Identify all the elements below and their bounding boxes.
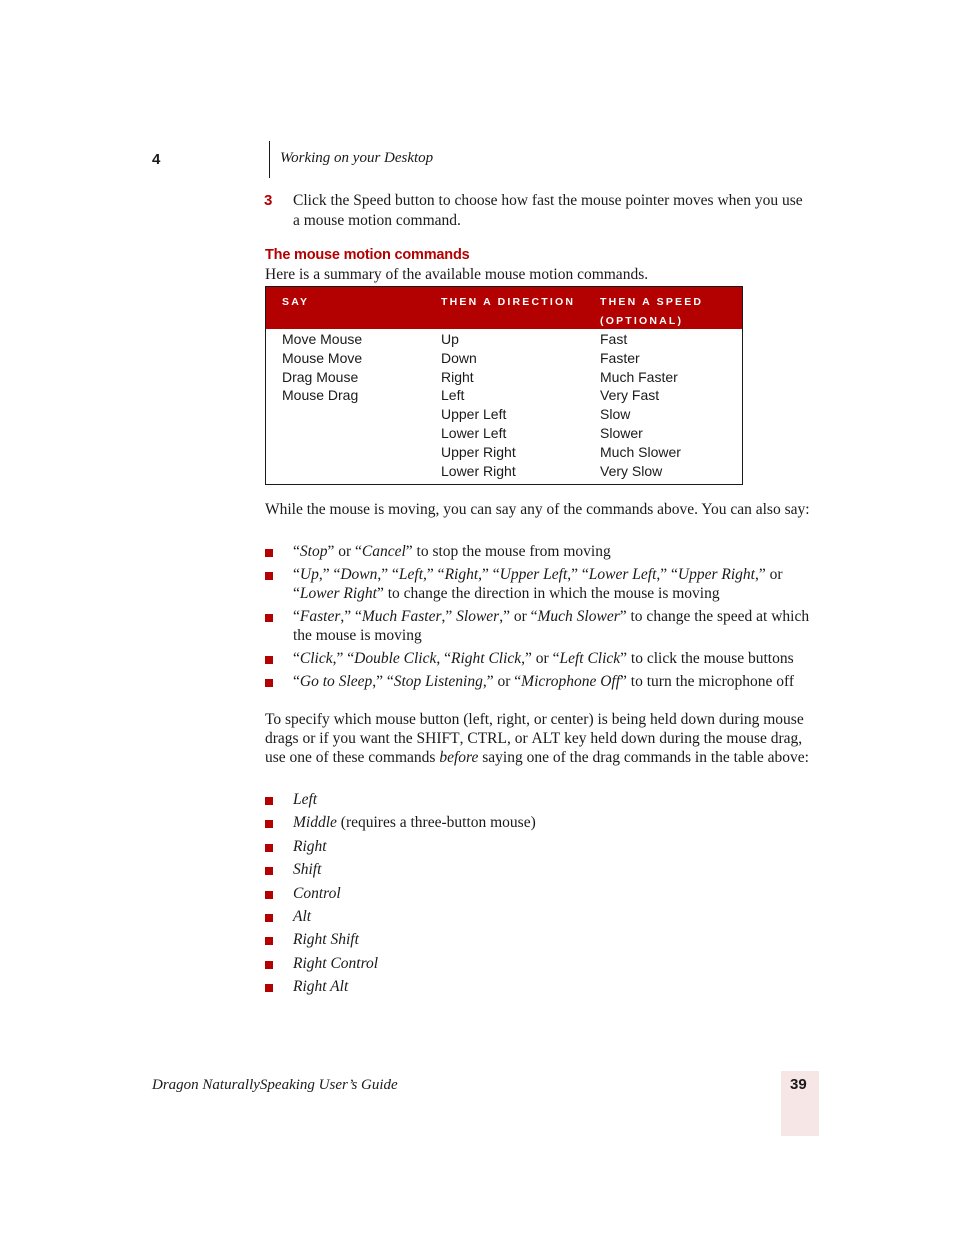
text-run: key held down during the mouse drag, use one of these commands	[265, 730, 803, 766]
list-item	[265, 930, 813, 949]
table-cell: Up	[441, 331, 459, 347]
bullet-square-icon	[265, 961, 273, 969]
command-term: Middle	[293, 814, 337, 832]
table-cell: Down	[441, 349, 477, 366]
list-item	[265, 860, 813, 879]
header-direction: THEN A DIRECTION	[441, 296, 576, 308]
footer-book-title: Dragon NaturallySpeaking User’s Guide	[152, 1077, 398, 1093]
table-cell: Much Faster	[600, 368, 678, 385]
table-header	[266, 287, 742, 329]
key-ctrl: CTRL	[467, 730, 507, 747]
list-item	[265, 837, 813, 856]
bullet-square-icon	[265, 820, 273, 828]
modifier-commands-list	[265, 790, 813, 1001]
step-text: Click the Speed button to choose how fast the mouse pointer moves when you use a mouse motion command.	[293, 192, 803, 229]
list-item-text: “Go to Sleep,” “Stop Listening,” or “Microphone Off” to turn the microphone off	[293, 673, 795, 690]
bullet-square-icon	[265, 656, 273, 664]
chapter-title: Working on your Desktop	[280, 150, 434, 166]
list-item-text: “Up,” “Down,” “Left,” “Right,” “Upper Left,” “Lower Left,” “Upper Right,” or “Lower Right” to change the direction in which the mouse is moving	[293, 566, 783, 602]
header-speed: THEN A SPEED (OPTIONAL)	[600, 296, 704, 327]
page-number: 39	[790, 1076, 807, 1093]
command-note: (requires a three-button mouse)	[336, 814, 536, 832]
list-item	[265, 672, 813, 691]
command-term: Right Alt	[293, 978, 349, 996]
section-summary: Here is a summary of the available mouse motion commands.	[265, 266, 649, 283]
mouse-commands-table	[265, 286, 743, 485]
command-term: Left	[293, 791, 318, 808]
extra-commands-list	[265, 542, 813, 695]
command-term: Control	[293, 884, 341, 902]
bullet-square-icon	[265, 914, 273, 922]
direction-column	[441, 330, 516, 480]
bullet-square-icon	[265, 549, 273, 557]
paragraph-drag-modifiers	[265, 710, 813, 767]
list-item	[265, 565, 813, 603]
table-cell: Very Fast	[600, 387, 660, 404]
command-term: Right	[293, 837, 327, 855]
list-item-text: “Stop” or “Cancel” to stop the mouse from moving	[293, 543, 611, 560]
table-cell: Mouse Move	[282, 349, 363, 366]
header-say: SAY	[282, 296, 310, 308]
table-cell: Right	[441, 368, 474, 385]
bullet-square-icon	[265, 679, 273, 687]
table-cell: Slow	[600, 406, 631, 423]
list-item-text: “Faster,” “Much Faster,” Slower,” or “Much Slower” to change the speed at which the mouse is moving	[293, 608, 810, 644]
table-cell: Move Mouse	[282, 331, 363, 347]
list-item	[265, 907, 813, 926]
speed-column	[600, 330, 681, 480]
list-item	[265, 790, 813, 809]
list-item	[265, 884, 813, 903]
bullet-square-icon	[265, 937, 273, 945]
list-item	[265, 542, 813, 561]
table-cell: Much Slower	[600, 443, 681, 460]
list-item	[265, 813, 813, 832]
list-item	[265, 649, 813, 668]
bullet-square-icon	[265, 572, 273, 580]
table-cell: Upper Right	[441, 443, 516, 460]
header-divider	[269, 141, 270, 178]
key-alt: ALT	[531, 730, 561, 747]
command-term: Shift	[293, 861, 322, 879]
chapter-number: 4	[152, 151, 161, 168]
text-run: , or	[506, 730, 532, 747]
list-item	[265, 607, 813, 645]
table-cell: Upper Left	[441, 406, 507, 423]
table-cell: Fast	[600, 331, 628, 347]
paragraph-moving: While the mouse is moving, you can say any of the commands above. You can also say:	[265, 501, 810, 518]
command-term: Right Shift	[293, 931, 359, 949]
table-cell: Drag Mouse	[282, 368, 359, 385]
table-cell: Very Slow	[600, 462, 663, 479]
say-column	[282, 330, 362, 405]
section-heading: The mouse motion commands	[265, 247, 470, 263]
bullet-square-icon	[265, 891, 273, 899]
table-cell: Lower Right	[441, 462, 516, 479]
list-item-text: “Click,” “Double Click, “Right Click,” or “Left Click” to click the mouse buttons	[293, 650, 794, 667]
command-term: Alt	[293, 907, 312, 925]
text-run: To specify which mouse button (left, right, or center) is being held down during mouse drags or if you want the	[265, 711, 804, 747]
step-3	[264, 191, 812, 230]
command-term: Right Control	[293, 954, 379, 972]
bullet-square-icon	[265, 867, 273, 875]
list-item	[265, 977, 813, 996]
text-run: saying one of the drag commands in the table above:	[478, 749, 809, 766]
table-cell: Slower	[600, 424, 643, 441]
bullet-square-icon	[265, 844, 273, 852]
emphasis-before: before	[439, 749, 479, 766]
table-cell: Left	[441, 387, 465, 404]
step-number: 3	[264, 192, 273, 209]
key-shift: SHIFT	[416, 730, 460, 747]
table-cell: Faster	[600, 349, 640, 366]
table-cell: Lower Left	[441, 424, 507, 441]
table-cell: Mouse Drag	[282, 387, 359, 404]
text-run: ,	[459, 730, 468, 747]
list-item	[265, 954, 813, 973]
bullet-square-icon	[265, 797, 273, 805]
bullet-square-icon	[265, 614, 273, 622]
bullet-square-icon	[265, 984, 273, 992]
